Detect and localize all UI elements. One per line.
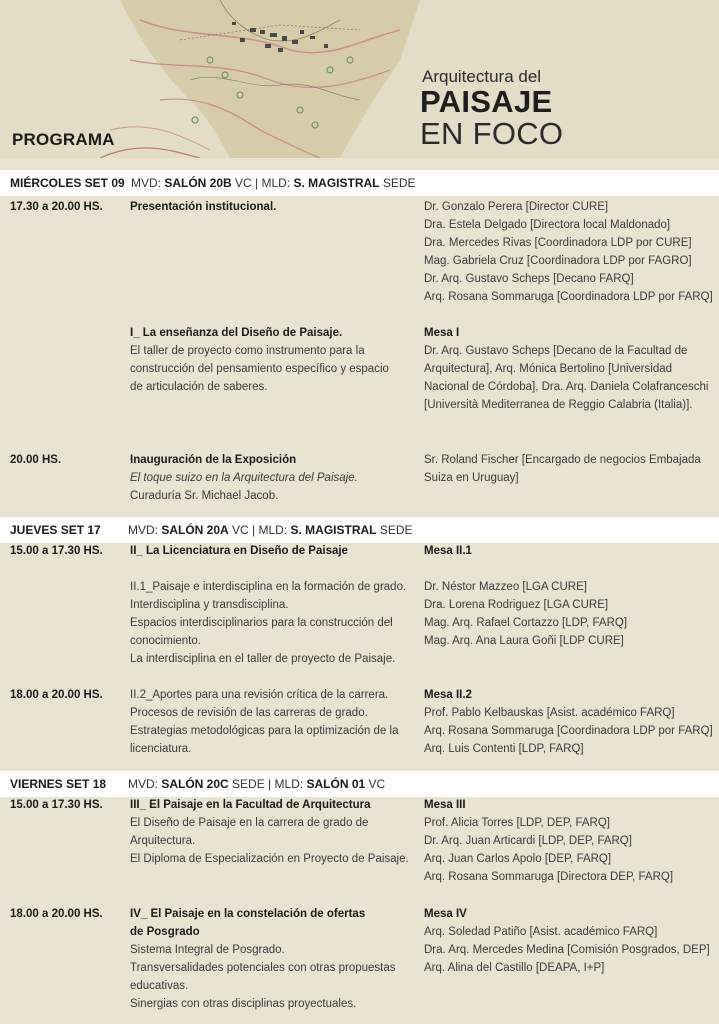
day-header-wednesday bbox=[0, 170, 719, 196]
mesa-label: Mesa II.1 bbox=[424, 545, 472, 557]
session-title: IV_ El Paisaje en la constelación de ofertas bbox=[130, 908, 366, 920]
title-line-1: Arquitectura del bbox=[422, 67, 542, 86]
session-time: 18.00 a 20.00 HS. bbox=[10, 689, 103, 701]
venue-info: MVD: SALÓN 20B VC | MLD: S. MAGISTRAL SEDE bbox=[131, 176, 416, 190]
speakers-list: Dr. Gonzalo Perera [Director CURE] Dra. Estela Delgado [Directora local Maldonado] Dra. Mercedes Rivas [Coordinadora LDP por CURE] Mag. Gabriela Cruz [Coordinadora LDP por FAGRO] Dr. Arq. Gustavo Scheps [Decano FARQ] Arq. Rosana Sommaruga [Coordinadora LDP por FARQ] bbox=[424, 201, 713, 304]
venue-info: MVD: SALÓN 20C SEDE | MLD: SALÓN 01 VC bbox=[128, 777, 386, 791]
speakers-list: Dr. Néstor Mazzeo [LGA CURE] Dra. Lorena Rodriguez [LGA CURE] Mag. Arq. Rafael Cortazzo [LDP, FARQ] Mag. Arq. Ana Laura Goñi [LDP CURE] bbox=[424, 581, 628, 648]
day-label: MIÉRCOLES SET 09 bbox=[10, 176, 125, 190]
speakers-list: Mesa II.2 Prof. Pablo Kelbauskas [Asist. académico FARQ] Arq. Rosana Sommaruga [Coordinadora LDP por FARQ] Arq. Luis Contenti [LDP, FARQ] bbox=[424, 686, 716, 758]
session-title: II_ La Licenciatura en Diseño de Paisaje bbox=[130, 545, 348, 557]
day-label: JUEVES SET 17 bbox=[10, 523, 101, 537]
speakers-list: Sr. Roland Fischer [Encargado de negocios Embajada Suiza en Uruguay] bbox=[424, 454, 701, 485]
header-banner bbox=[0, 0, 719, 158]
session-time: 18.00 a 20.00 HS. bbox=[10, 908, 103, 920]
programa-label: PROGRAMA bbox=[12, 130, 115, 149]
speakers-list: Mesa IV Arq. Soledad Patiño [Asist. académico FARQ] Dra. Arq. Mercedes Medina [Comisión Posgrados, DEP] Arq. Alina del Castillo [DEAPA, I+P] bbox=[424, 905, 716, 977]
session-time: 15.00 a 17.30 HS. bbox=[10, 545, 103, 557]
mesa-label: Mesa IV bbox=[424, 908, 467, 920]
day-label: VIERNES SET 18 bbox=[10, 777, 107, 791]
title-line-2: PAISAJE bbox=[420, 84, 553, 119]
mesa-label: Mesa I bbox=[424, 327, 460, 339]
speakers-list: Mesa I Dr. Arq. Gustavo Scheps [Decano de la Facultad de Arquitectura], Arq. Mónica Bertolino [Universidad Nacional de Córdoba], Dra. Arq. Daniela Colafranceschi [Università Mediterranea de Reggio Calabria (Italia)]. bbox=[424, 324, 716, 414]
speakers-list: Mesa III Prof. Alicia Torres [LDP, DEP, FARQ] Dr. Arq. Juan Articardi [LDP, DEP, FARQ] Arq. Juan Carlos Apolo [DEP, FARQ] Arq. Rosana Sommaruga [Directora DEP, FARQ] bbox=[424, 796, 716, 886]
session-time: 15.00 a 17.30 HS. bbox=[10, 799, 103, 811]
session-time: 20.00 HS. bbox=[10, 454, 62, 466]
session-title: III_ El Paisaje en la Facultad de Arquitectura bbox=[130, 799, 371, 811]
landscape-map-illustration bbox=[100, 0, 420, 158]
session-time: 17.30 a 20.00 HS. bbox=[10, 201, 103, 213]
session-title: Inauguración de la Exposición bbox=[130, 454, 297, 466]
session-title: I_ La enseñanza del Diseño de Paisaje. bbox=[130, 327, 343, 339]
session-title: Presentación institucional. bbox=[130, 201, 277, 213]
title-line-3: EN FOCO bbox=[420, 116, 564, 151]
day-header-friday bbox=[0, 771, 719, 797]
mesa-label: Mesa II.2 bbox=[424, 689, 472, 701]
venue-info: MVD: SALÓN 20A VC | MLD: S. MAGISTRAL SEDE bbox=[128, 523, 413, 537]
day-header-thursday bbox=[0, 517, 719, 543]
mesa-label: Mesa III bbox=[424, 799, 466, 811]
